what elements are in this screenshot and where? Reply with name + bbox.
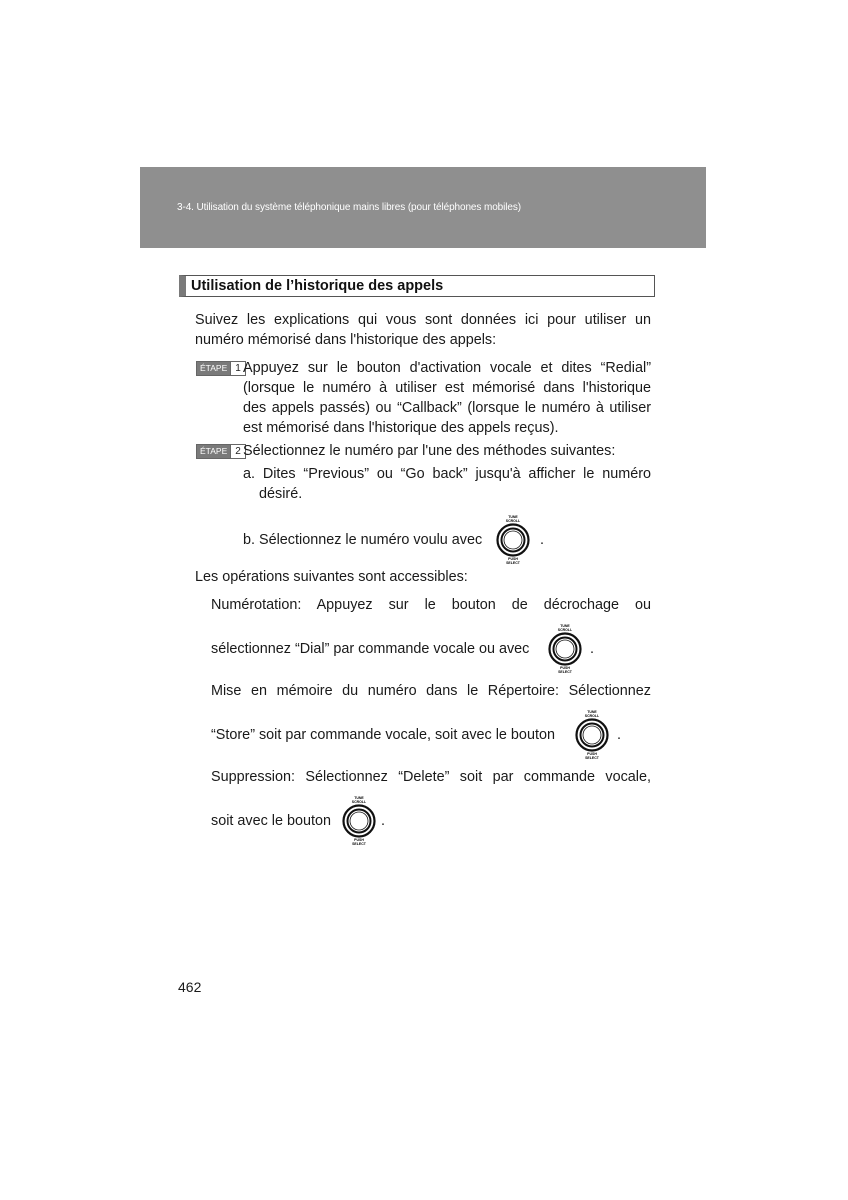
- step-2-badge: [196, 444, 246, 459]
- tune-scroll-knob-icon: [490, 513, 536, 563]
- op-line: sélectionnez “Dial” par commande vocale ou avec: [211, 641, 530, 657]
- step-1-line: est mémorisé dans l'historique des appels reçus).: [243, 420, 559, 436]
- svg-text:TUNE: TUNE: [587, 710, 597, 714]
- intro-paragraph: [195, 310, 651, 350]
- svg-text:SELECT: SELECT: [352, 842, 366, 846]
- tune-scroll-knob-icon: [542, 622, 588, 672]
- sentence-end: .: [617, 727, 621, 743]
- svg-text:SCROLL: SCROLL: [557, 628, 573, 632]
- svg-text:SCROLL: SCROLL: [505, 519, 521, 523]
- svg-text:SCROLL: SCROLL: [584, 714, 600, 718]
- svg-text:SELECT: SELECT: [585, 756, 599, 760]
- option-a-line: désiré.: [259, 486, 303, 502]
- sentence-end: .: [381, 813, 385, 829]
- step-badge-number: 2: [230, 445, 245, 458]
- sentence-end: .: [540, 532, 544, 548]
- svg-text:SELECT: SELECT: [558, 670, 572, 674]
- section-title: Utilisation de l’historique des appels: [179, 275, 655, 297]
- step-badge-number: 1: [230, 362, 245, 375]
- step-2-line: Sélectionnez le numéro par l'une des méthodes suivantes:: [243, 443, 616, 459]
- step-badge-label: ÉTAPE: [197, 362, 230, 375]
- svg-text:TUNE: TUNE: [508, 515, 518, 519]
- svg-text:TUNE: TUNE: [354, 796, 364, 800]
- svg-text:PUSH: PUSH: [508, 557, 518, 561]
- op-line: “Store” soit par commande vocale, soit avec le bouton: [211, 727, 555, 743]
- op-renumerotation: [211, 595, 651, 615]
- chapter-header-band: [140, 167, 706, 248]
- step-2-option-b: b. Sélectionnez le numéro voulu avec: [243, 532, 483, 548]
- svg-text:PUSH: PUSH: [560, 666, 570, 670]
- step-badge-label: ÉTAPE: [197, 445, 230, 458]
- tune-scroll-knob-icon: [569, 708, 615, 758]
- tune-scroll-knob-icon: [336, 794, 382, 844]
- step-1-line: Appuyez sur le bouton d'activation vocale et dites “Redial”: [243, 360, 651, 376]
- step-1-line: (lorsque le numéro à utiliser est mémorisé dans l'historique: [243, 380, 651, 396]
- sentence-end: .: [590, 641, 594, 657]
- op-line: soit avec le bouton: [211, 813, 332, 829]
- chapter-breadcrumb: 3-4. Utilisation du système téléphonique mains libres (pour téléphones mobiles): [177, 202, 521, 213]
- step-1-line: des appels passés) ou “Callback” (lorsque le numéro à utiliser: [243, 400, 651, 416]
- svg-text:SELECT: SELECT: [506, 561, 520, 565]
- op-delete: [211, 767, 651, 787]
- op-line: Suppression: Sélectionnez “Delete” soit par commande vocale,: [211, 769, 651, 785]
- svg-text:PUSH: PUSH: [587, 752, 597, 756]
- svg-text:PUSH: PUSH: [354, 838, 364, 842]
- step-1-text: [243, 358, 651, 438]
- op-line: Mise en mémoire du numéro dans le Répertoire: Sélectionnez: [211, 683, 651, 699]
- intro-line: numéro mémorisé dans l'historique des appels:: [195, 332, 497, 348]
- page-number: 462: [178, 979, 202, 995]
- option-a-line: a. Dites “Previous” ou “Go back” jusqu'à afficher le numéro: [243, 466, 651, 482]
- operations-intro: Les opérations suivantes sont accessibles:: [195, 569, 468, 585]
- svg-text:SCROLL: SCROLL: [351, 800, 367, 804]
- step-2-option-a: [243, 464, 651, 504]
- step-1-badge: [196, 361, 246, 376]
- op-store: [211, 681, 651, 701]
- intro-line: Suivez les explications qui vous sont données ici pour utiliser un: [195, 312, 651, 328]
- op-line: Numérotation: Appuyez sur le bouton de décrochage ou: [211, 597, 651, 613]
- svg-text:TUNE: TUNE: [560, 624, 570, 628]
